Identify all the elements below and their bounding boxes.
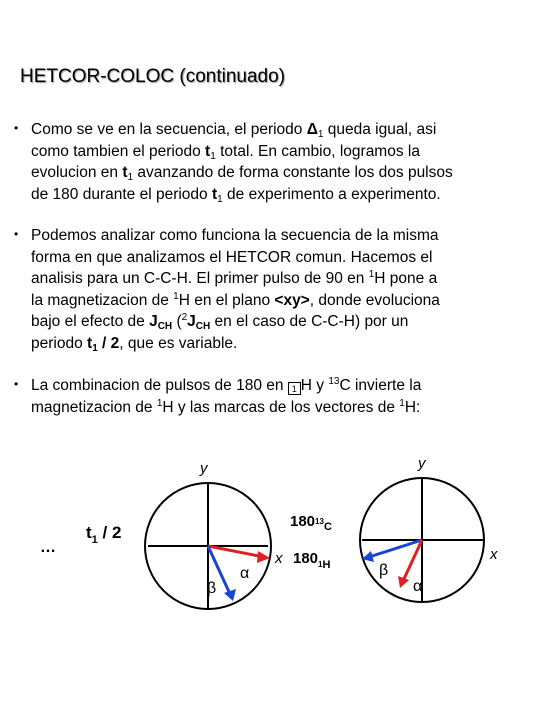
bullet-marker: • bbox=[14, 377, 19, 391]
text-run: Como se ve en la secuencia, el periodo bbox=[31, 121, 307, 138]
right-alpha-label: α bbox=[413, 578, 423, 595]
text-run: La combinacion de pulsos de 180 en bbox=[31, 377, 288, 394]
bullet-marker: • bbox=[14, 121, 19, 135]
text-run-sup: 1 bbox=[368, 269, 375, 281]
text-run-b: t bbox=[122, 164, 128, 182]
text-run: de 180 durante el periodo bbox=[31, 185, 212, 203]
text-run: como tambien el periodo bbox=[31, 142, 206, 160]
text-run-sup: 13 bbox=[328, 376, 340, 387]
right-vector-circle bbox=[360, 455, 498, 602]
right-y-label: y bbox=[418, 455, 426, 472]
text-run: H en el plano bbox=[178, 291, 275, 309]
pulse-13c-label: $18013_C$ bbox=[290, 513, 332, 533]
ellipsis: … bbox=[40, 539, 56, 556]
text-run-b: t bbox=[211, 185, 218, 203]
text-run: bajo el efecto de bbox=[31, 313, 150, 331]
left-vector-circle bbox=[145, 460, 283, 609]
text-run: H: bbox=[404, 398, 421, 416]
slide-title: HETCOR-COLOC (continuado) bbox=[20, 66, 286, 87]
text-run-b: <xy> bbox=[274, 291, 310, 309]
text-run-sub: 1 bbox=[210, 150, 216, 162]
text-run-b: / 2 bbox=[97, 334, 120, 352]
text-run: en el caso de C-C-H) por un bbox=[210, 313, 409, 331]
left-alpha-label: α bbox=[240, 565, 250, 582]
text-run-sub: 1 bbox=[217, 193, 223, 205]
left-alpha-vector bbox=[208, 546, 264, 557]
text-run: queda igual, asi bbox=[323, 121, 437, 138]
text-run: H y bbox=[300, 377, 329, 394]
text-run-sup: 1 bbox=[156, 397, 163, 409]
text-run: forma en que analizamos el HETCOR comun. Hacemos el bbox=[31, 248, 433, 266]
text-run: total. En cambio, logramos la bbox=[215, 142, 420, 160]
text-run: H y las marcas de los vectores de bbox=[162, 398, 400, 416]
text-run-bsub: CH bbox=[195, 321, 211, 333]
bullet-marker: • bbox=[14, 227, 19, 241]
text-run: Podemos analizar como funciona la secuencia de la misma bbox=[31, 227, 439, 244]
text-run: , que es variable. bbox=[119, 334, 238, 352]
text-run: periodo bbox=[31, 334, 88, 352]
text-run: H pone a bbox=[374, 270, 438, 288]
left-y-label: y bbox=[200, 460, 208, 477]
text-run-bsub: CH bbox=[157, 321, 173, 333]
pulse-1h-label: $180_1H$ bbox=[293, 550, 331, 571]
text-run-box: 1 bbox=[288, 382, 301, 395]
left-x-label: x bbox=[275, 550, 283, 567]
text-run-sub: 1 bbox=[127, 172, 134, 184]
text-run: evolucion en bbox=[31, 164, 123, 182]
text-run: C invierte la bbox=[339, 377, 422, 394]
right-x-label: x bbox=[490, 546, 498, 563]
text-run-b: J bbox=[149, 313, 158, 331]
text-run: avanzando de forma constante los dos pulsos bbox=[133, 164, 453, 182]
text-run: la magnetizacion de bbox=[31, 291, 174, 309]
text-run: , donde evoluciona bbox=[309, 291, 440, 309]
text-run-b: t bbox=[205, 142, 211, 160]
delay-label: $t_1 / 2$ bbox=[86, 523, 122, 546]
text-run: analisis para un C-C-H. El primer pulso de 90 en bbox=[31, 270, 369, 288]
left-alpha-arrowhead bbox=[257, 551, 270, 563]
right-beta-label: β bbox=[379, 562, 389, 579]
text-run-sup: 1 bbox=[399, 397, 405, 409]
text-run: ( bbox=[172, 313, 182, 331]
text-run-sub: 1 bbox=[317, 129, 324, 140]
text-run-bsub: 1 bbox=[92, 342, 98, 354]
text-run-sup: 1 bbox=[173, 290, 179, 302]
text-run-b: Δ bbox=[306, 121, 318, 138]
left-beta-label: β bbox=[207, 580, 217, 597]
text-run: magnetizacion de bbox=[31, 398, 157, 416]
text-run-b: t bbox=[87, 334, 93, 352]
text-run: de experimento a experimento. bbox=[222, 185, 441, 203]
text-run-b: J bbox=[187, 313, 196, 331]
text-run-sup: 2 bbox=[181, 312, 188, 324]
